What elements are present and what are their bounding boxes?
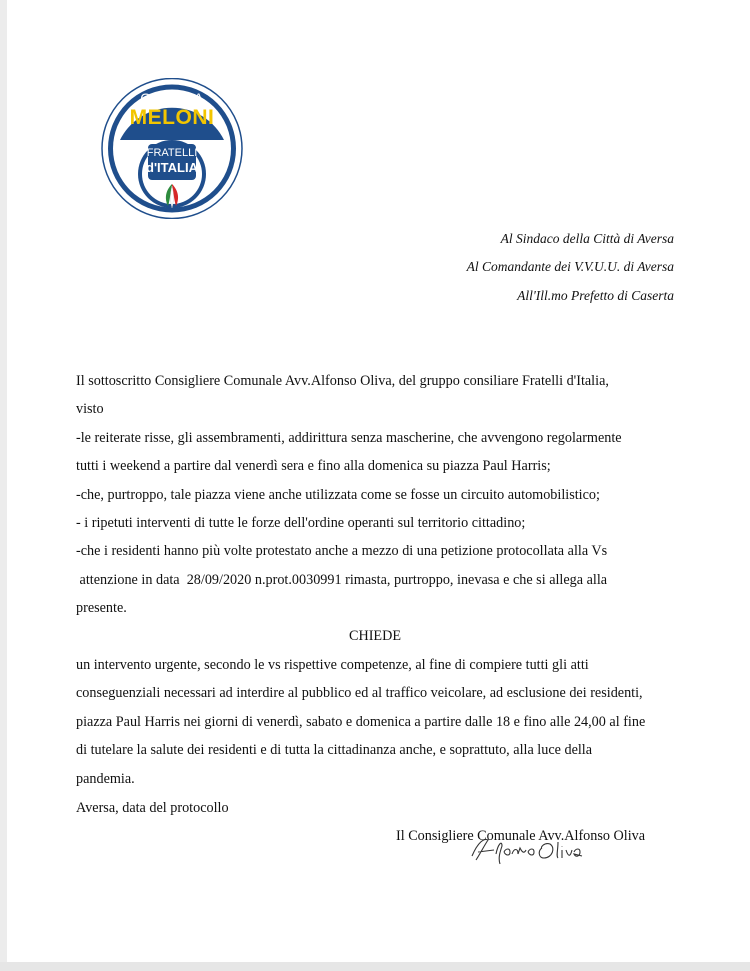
request-line: un intervento urgente, secondo le vs rispettive competenze, al fine di compiere tutti gli atti bbox=[76, 657, 589, 673]
place-date: Aversa, data del protocollo bbox=[76, 800, 229, 816]
body-line: presente. bbox=[76, 600, 127, 616]
party-logo bbox=[100, 78, 244, 219]
request-line: piazza Paul Harris nei giorni di venerdì, sabato e domenica a partire dalle 18 e fino alle 24,00 al fine bbox=[76, 714, 646, 730]
body-line: Il sottoscritto Consigliere Comunale Avv.Alfonso Oliva, del gruppo consiliare Fratelli d'Italia, bbox=[76, 373, 609, 389]
recipient-prefect: All'Ill.mo Prefetto di Caserta bbox=[517, 288, 674, 303]
recipient-police-commander: Al Comandante dei V.V.U.U. di Aversa bbox=[466, 259, 674, 274]
request-line: pandemia. bbox=[76, 771, 135, 787]
logo-line-ditalia: d'ITALIA bbox=[146, 160, 198, 175]
page-edge-shadow bbox=[0, 0, 7, 971]
body-line: visto bbox=[76, 401, 104, 417]
signature-label: Il Consigliere Comunale Avv.Alfonso Oliva bbox=[396, 828, 646, 844]
page-bottom-edge bbox=[0, 962, 750, 971]
body-line: - i ripetuti interventi di tutte le forze dell'ordine operanti sul territorio cittadino; bbox=[76, 515, 526, 531]
request-heading: CHIEDE bbox=[348, 628, 401, 644]
recipient-mayor: Al Sindaco della Città di Aversa bbox=[500, 231, 674, 246]
body-line: -le reiterate risse, gli assembramenti, addirittura senza mascherine, che avvengono regolarmente bbox=[76, 430, 622, 446]
body-line: tutti i weekend a partire dal venerdì sera e fino alla domenica su piazza Paul Harris; bbox=[76, 458, 551, 474]
body-line: -che i residenti hanno più volte protestato anche a mezzo di una petizione protocollata alla Vs bbox=[76, 543, 608, 559]
handwritten-signature bbox=[468, 834, 608, 868]
body-line: attenzione in data 28/09/2020 n.prot.0030991 rimasta, purtroppo, inevasa e che si allega alla bbox=[76, 572, 608, 588]
logo-line-giorgia: GIORGIA bbox=[140, 90, 204, 106]
logo-line-fratelli: FRATELLI bbox=[146, 147, 198, 159]
request-line: di tutelare la salute dei residenti e di tutta la cittadinanza anche, e soprattuto, alla luce della bbox=[76, 742, 593, 758]
logo-line-meloni: MELONI bbox=[129, 106, 215, 129]
request-line: conseguenziali necessari ad interdire al pubblico ed al traffico veicolare, ad esclusione dei residenti, bbox=[76, 685, 643, 701]
body-line: -che, purtroppo, tale piazza viene anche utilizzata come se fosse un circuito automobilistico; bbox=[76, 487, 600, 503]
